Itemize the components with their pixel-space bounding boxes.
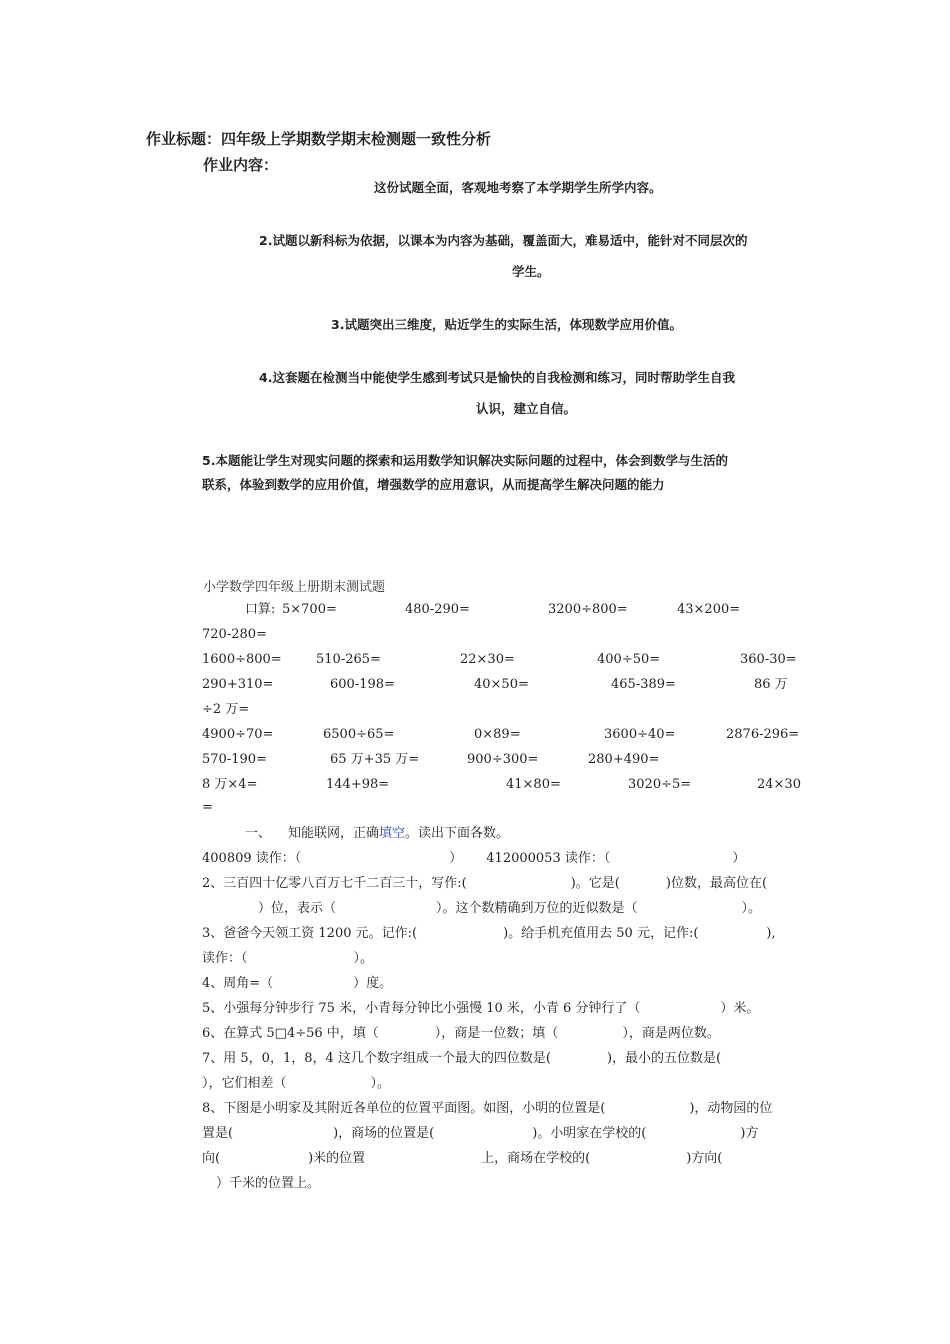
- oral-item: 3020÷5=: [628, 777, 692, 792]
- question-line: 置是( )，商场的位置是( )。小明家在学校的( )方: [202, 1126, 759, 1141]
- oral-item: 900÷300=: [467, 752, 539, 767]
- section-number: 一、: [245, 826, 272, 841]
- oral-item: 24×30: [757, 777, 801, 792]
- oral-item: 43×200=: [677, 602, 741, 617]
- question-line: 8、下图是小明家及其附近各单位的位置平面图。如图，小明的位置是( )，动物园的位: [202, 1101, 773, 1116]
- oral-item: 600-198=: [330, 677, 395, 692]
- oral-item: 8 万×4=: [202, 777, 258, 792]
- analysis-line-4b: 认识，建立自信。: [476, 401, 577, 416]
- oral-item: 65 万+35 万=: [330, 752, 420, 767]
- analysis-line-4: 4.这套题在检测当中能使学生感到考试只是愉快的自我检测和练习，同时帮助学生自我: [259, 370, 735, 385]
- oral-item: 41×80=: [506, 777, 561, 792]
- question-line: 向( )米的位置 上，商场在学校的( )方向(: [202, 1151, 723, 1166]
- oral-item: 5×700=: [282, 602, 337, 617]
- oral-item: ÷2 万=: [202, 702, 250, 717]
- oral-item: 22×30=: [460, 652, 515, 667]
- section-heading: 知能联网，正确填空。读出下面各数。: [288, 826, 510, 841]
- homework-content-label: 作业内容：: [203, 156, 279, 174]
- oral-item: 400÷50=: [597, 652, 661, 667]
- homework-title: 作业标题：四年级上学期数学期末检测题一致性分析: [146, 130, 492, 148]
- question-line: ）千米的位置上。: [216, 1176, 321, 1191]
- analysis-line-5b: 联系，体验到数学的应用价值，增强数学的应用意识，从而提高学生解决问题的能力: [202, 477, 665, 492]
- question-line: ）位，表示（ ）。这个数精确到万位的近似数是（ ）。: [258, 901, 762, 916]
- oral-item: 40×50=: [474, 677, 529, 692]
- question-line: 6、在算式 5□4÷56 中，填（ ），商是一位数；填（ ），商是两位数。: [202, 1026, 720, 1041]
- analysis-line-3: 3.试题突出三维度，贴近学生的实际生活，体现数学应用价值。: [331, 317, 682, 332]
- quiz-title: 小学数学四年级上册期末测试题: [203, 580, 386, 595]
- question-line: 5、小强每分钟步行 75 米，小青每分钟比小强慢 10 米，小青 6 分钟行了（ ）米。: [202, 1001, 760, 1016]
- oral-label: 口算:: [245, 602, 276, 617]
- oral-item: 86 万: [754, 677, 788, 692]
- oral-item: 2876-296=: [726, 727, 800, 742]
- oral-item: 480-290=: [405, 602, 470, 617]
- oral-item: 1600÷800=: [202, 652, 282, 667]
- oral-item: 3200÷800=: [548, 602, 628, 617]
- oral-item: =: [202, 800, 213, 815]
- oral-item: 0×89=: [474, 727, 521, 742]
- oral-item: 3600÷40=: [604, 727, 676, 742]
- analysis-line-1: 这份试题全面，客观地考察了本学期学生所学内容。: [374, 180, 662, 195]
- oral-item: 360-30=: [740, 652, 797, 667]
- oral-item: 6500÷65=: [323, 727, 395, 742]
- oral-item: 290+310=: [202, 677, 274, 692]
- oral-item: 570-190=: [202, 752, 267, 767]
- analysis-line-2b: 学生。: [512, 264, 550, 279]
- question-line: 读作：（ ）。: [202, 951, 374, 966]
- oral-item: 4900÷70=: [202, 727, 274, 742]
- question-line: 7、用 5，0，1，8，4 这几个数字组成一个最大的四位数是( )，最小的五位数是(: [202, 1051, 722, 1066]
- oral-item: 144+98=: [326, 777, 390, 792]
- oral-item: 280+490=: [588, 752, 660, 767]
- analysis-line-5: 5.本题能让学生对现实问题的探索和运用数学知识解决实际问题的过程中，体会到数学与生活的: [202, 453, 728, 468]
- fill-blank-link[interactable]: 填空: [379, 826, 406, 841]
- question-line: ），它们相差（ ）。: [202, 1076, 391, 1091]
- oral-item: 510-265=: [316, 652, 381, 667]
- question-line: 400809 读作：（ ） 412000053 读作：（ ）: [202, 851, 746, 866]
- question-line: 3、爸爸今天领工资 1200 元。记作:( )。给手机充值用去 50 元，记作:( ),: [202, 926, 776, 941]
- question-line: 2、三百四十亿零八百万七千二百三十，写作:( )。它是( )位数，最高位在(: [202, 876, 768, 891]
- oral-item: 465-389=: [611, 677, 676, 692]
- analysis-line-2: 2.试题以新科标为依据，以课本为内容为基础，覆盖面大，难易适中，能针对不同层次的: [259, 233, 748, 248]
- oral-item: 720-280=: [202, 627, 267, 642]
- question-line: 4、周角=（ ）度。: [202, 976, 393, 991]
